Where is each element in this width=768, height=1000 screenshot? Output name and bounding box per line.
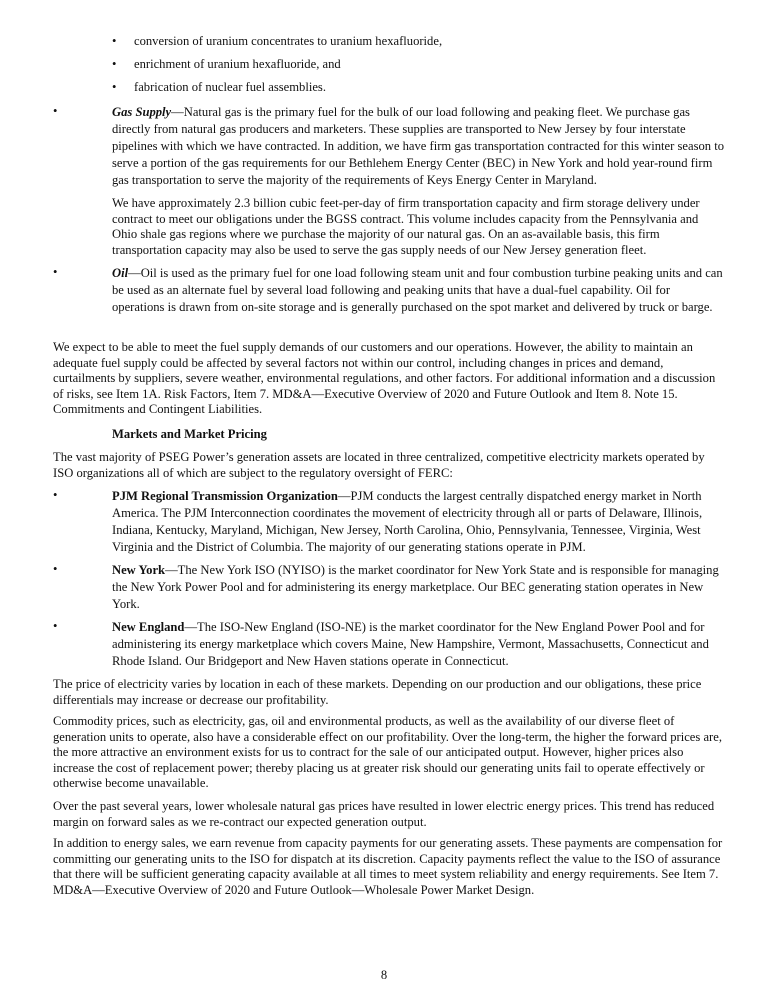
market-item-new-england: [112, 619, 725, 670]
market-term: New England: [112, 620, 185, 634]
body-paragraph: Over the past several years, lower wholesale natural gas prices have resulted in lower electric energy prices. This trend has reduced margin on forward sales as we re-contract our expected generation output.: [53, 799, 715, 829]
body-paragraph: In addition to energy sales, we earn revenue from capacity payments for our generating assets. These payments are compensation for committing our generating units to the ISO for dispatch at its discretion. Capacity payments reflect the value to the ISO of assurance that there will be sufficient generating capacity available at all times to meet system reliability and energy requirements. See Item 7. MD&A—Executive Overview of 2020 and Future Outlook—Wholesale Power Market Design.: [53, 836, 723, 897]
market-text: —PJM conducts the largest centrally dispatched energy market in North America. The PJM Interconnection coordinates the movement of electricity through all or parts of Delaware, Illinois, Indiana, Kentucky, Maryland, Michigan, New Jersey, North Carolina, Ohio, Pennsylvania, Tennessee, Virginia, West Virginia and the District of Columbia. The majority of our generating stations operate in PJM.: [112, 489, 703, 554]
gas-supply-text: —Natural gas is the primary fuel for the bulk of our load following and peaking fleet. We purchase gas directly from natural gas producers and marketers. These supplies are transported to New Jersey by four interstate pipelines with which we have contracted. In addition, we have firm gas transportation contracted for this winter season to serve a portion of the gas requirements for our Bethlehem Energy Center (BEC) in New York and hold year-round firm gas transportation to serve the majority of the requirements of Keys Energy Center in Maryland.: [112, 105, 725, 187]
body-paragraph: Commodity prices, such as electricity, gas, oil and environmental products, as well as the availability of our diverse fleet of generation units to operate, also have a considerable effect on our profitability. Over the long-term, the higher the forward prices are, the more attractive an environment exists for us to contract for the sale of our anticipated output. However, higher prices also increase the cost of replacement power; thereby placing us at greater risk should our generating units fail to operate effectively or otherwise become unavailable.: [53, 714, 722, 791]
bullet: •: [53, 562, 58, 576]
bullet: •: [112, 57, 117, 71]
gas-supply-item: [112, 104, 725, 189]
bullet: •: [53, 104, 58, 118]
market-text: —The New York ISO (NYISO) is the market coordinator for New York State and is responsible for managing the New York Power Pool and for administering its energy marketplace. Our BEC generating station operates in New York.: [112, 563, 719, 611]
sub-bullet-text: conversion of uranium concentrates to uranium hexafluoride,: [134, 34, 443, 48]
bullet: •: [53, 619, 58, 633]
market-text: —The ISO-New England (ISO-NE) is the market coordinator for the New England Power Pool and for administering its energy marketplace which covers Maine, New Hampshire, Vermont, Massachusetts, Connecticut and Rhode Island. Our Bridgeport and New Haven stations operate in Connecticut.: [112, 620, 709, 668]
bullet: •: [112, 80, 117, 94]
market-term: PJM Regional Transmission Organization: [112, 489, 338, 503]
gas-capacity-paragraph: We have approximately 2.3 billion cubic feet-per-day of firm transportation capacity and firm storage delivery under contract to meet our obligations under the BGSS contract. This volume includes capacity from the Pennsylvania and Ohio shale gas regions where we purchase the majority of our natural gas. On an as-available basis, this firm transportation capacity may also be used to serve the gas supply needs of our New Jersey generation fleet.: [112, 196, 700, 257]
market-item-pjm: [112, 488, 725, 556]
market-term: New York: [112, 563, 166, 577]
gas-supply-term: Gas Supply: [112, 105, 172, 119]
bullet: •: [112, 34, 117, 48]
oil-text: —Oil is used as the primary fuel for one load following steam unit and four combustion turbine peaking units and can be used as an alternate fuel by several load following and peaking units that have a dual-fuel capability. Oil for operations is drawn from on-site storage and is generally purchased on the spot market and delivered by truck or barge.: [112, 266, 723, 314]
oil-term: Oil: [112, 266, 129, 280]
page-number: 8: [380, 968, 388, 982]
market-item-new-york: [112, 562, 725, 613]
body-paragraph: The price of electricity varies by location in each of these markets. Depending on our production and our obligations, these price differentials may increase or decrease our profitability.: [53, 677, 702, 707]
section-heading: Markets and Market Pricing: [112, 427, 267, 441]
bullet: •: [53, 488, 58, 502]
bullet: •: [53, 265, 58, 279]
fuel-supply-paragraph: We expect to be able to meet the fuel supply demands of our customers and our operations. However, the ability to maintain an adequate fuel supply could be affected by several factors not within our control, including changes in prices and demand, curtailments by suppliers, severe weather, environmental regulations, and other factors. For additional information and a discussion of risks, see Item 1A. Risk Factors, Item 7. MD&A—Executive Overview of 2020 and Future Outlook and Item 8. Note 15. Commitments and Contingent Liabilities.: [53, 340, 716, 417]
oil-item: [112, 265, 725, 316]
sub-bullet-text: fabrication of nuclear fuel assemblies.: [134, 80, 326, 94]
markets-intro: The vast majority of PSEG Power’s generation assets are located in three centralized, competitive electricity markets operated by ISO organizations all of which are subject to the regulatory oversight of FERC:: [53, 450, 705, 480]
sub-bullet-text: enrichment of uranium hexafluoride, and: [134, 57, 341, 71]
